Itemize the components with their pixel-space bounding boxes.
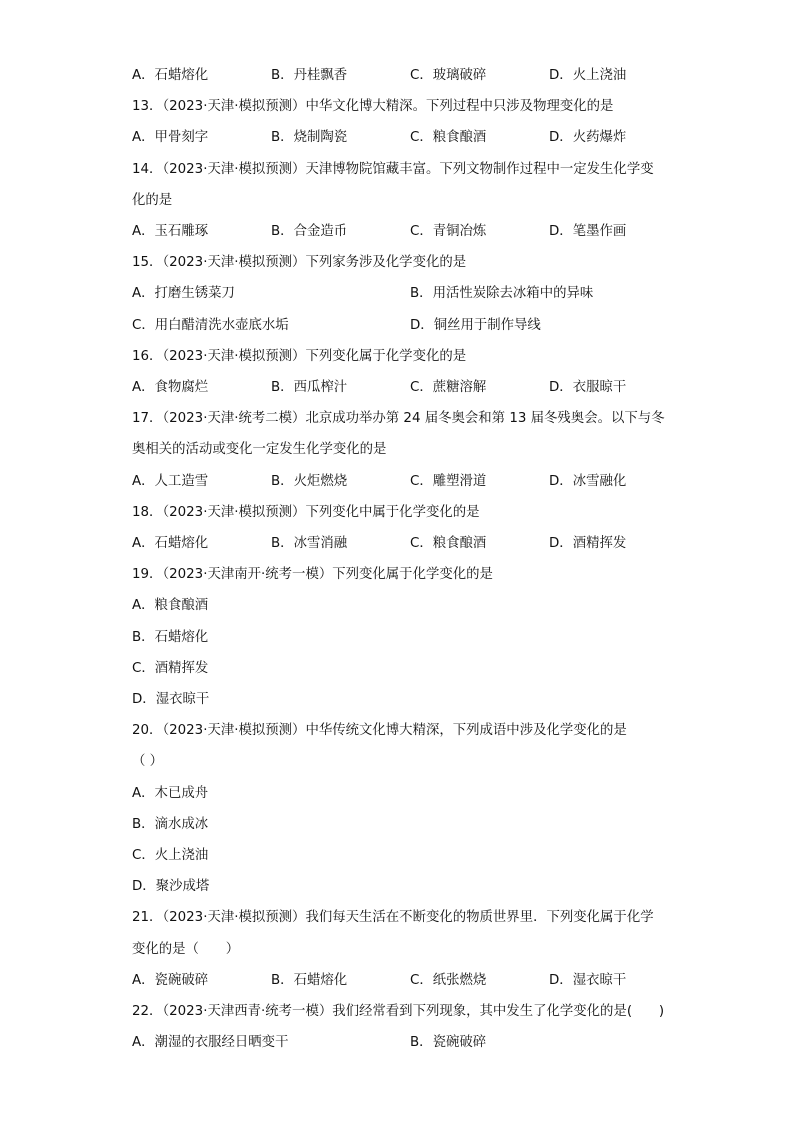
answer-option: D．酒精挥发 [549,536,627,551]
answer-option: D．冰雪融化 [549,473,627,489]
question-text-line: A．木已成舟 [132,785,209,801]
question-text-line: D．湿衣晾干 [132,692,210,707]
answer-option: B．西瓜榨汁 [271,380,348,395]
answer-option: A．瓷碗破碎 [132,972,209,988]
question-text-line: 22．（2023·天津西青·统考一模）我们经常看到下列现象，其中发生了化学变化的是( ) [132,1004,665,1019]
question-text-line: B．石蜡熔化 [132,629,209,645]
question-text-line: D．聚沙成塔 [132,879,210,895]
answer-option: A．人工造雪 [132,473,209,489]
answer-option: B．烧制陶瓷 [271,130,348,146]
question-text-line: 14．（2023·天津·模拟预测）天津博物院馆藏丰富。下列文物制作过程中一定发生化学变 [132,161,654,177]
question-text-line: 20．（2023·天津·模拟预测）中华传统文化博大精深，下列成语中涉及化学变化的是 [132,723,627,739]
answer-option: C．雕塑滑道 [410,473,487,489]
question-text-line: （ ） [132,754,164,770]
question-text-line: 18．（2023·天津·模拟预测）下列变化中属于化学变化的是 [132,504,480,520]
option-row [132,60,672,91]
question-text-line: A．粮食酿酒 [132,598,209,614]
option-row [132,466,672,497]
question-text-line: 16．（2023·天津·模拟预测）下列变化属于化学变化的是 [132,348,467,364]
option-row [132,310,672,341]
answer-option: C．粮食酿酒 [410,130,487,146]
answer-option: A．食物腐烂 [132,380,209,395]
question-text-line: 19．（2023·天津南开·统考一模）下列变化属于化学变化的是 [132,567,493,583]
answer-option: B．合金造币 [271,224,348,239]
answer-option: D．火药爆炸 [549,130,627,146]
answer-option: C．玻璃破碎 [410,68,487,83]
answer-option: D．衣服晾干 [549,380,627,395]
question-text-line: 变化的是（ ） [132,941,240,957]
answer-option: D．笔墨作画 [549,224,627,239]
answer-option: A．石蜡熔化 [132,536,209,551]
answer-option: C．粮食酿酒 [410,536,487,551]
answer-option: B．丹桂飘香 [271,68,348,83]
answer-option: B．石蜡熔化 [271,972,348,988]
answer-option: C．青铜冶炼 [410,224,487,239]
question-text-line: 21．（2023·天津·模拟预测）我们每天生活在不断变化的物质世界里．下列变化属于化学 [132,910,654,926]
option-row [132,278,672,309]
answer-option: B．瓷碗破碎 [410,1035,487,1051]
answer-option: A．打磨生锈菜刀 [132,286,235,302]
option-row [132,528,672,559]
answer-option: C．纸张燃烧 [410,972,487,988]
question-text-line: 15．（2023·天津·模拟预测）下列家务涉及化学变化的是 [132,255,467,271]
question-text-line: C．酒精挥发 [132,660,209,676]
answer-option: A．玉石雕琢 [132,224,209,239]
question-text-line: 奥相关的活动或变化一定发生化学变化的是 [132,442,387,458]
answer-option: B．冰雪消融 [271,536,348,551]
answer-option: C．蔗糖溶解 [410,380,487,395]
answer-option: A．石蜡熔化 [132,68,209,83]
option-row [132,122,672,153]
answer-option: B．火炬燃烧 [271,473,348,489]
option-row [132,1027,672,1058]
answer-option: D．铜丝用于制作导线 [410,317,541,333]
question-text-line: C．火上浇油 [132,848,209,863]
question-text-line: B．滴水成冰 [132,816,209,832]
option-row [132,372,672,403]
question-text-line: 化的是 [132,192,173,208]
answer-option: D．湿衣晾干 [549,972,627,988]
answer-option: B．用活性炭除去冰箱中的异味 [410,286,594,302]
answer-option: D．火上浇油 [549,68,627,83]
answer-option: A．甲骨刻字 [132,130,209,146]
answer-option: A．潮湿的衣服经日晒变干 [132,1035,289,1051]
option-row [132,216,672,247]
answer-option: C．用白醋清洗水壶底水垢 [132,317,289,333]
question-text-line: 17．（2023·天津·统考二模）北京成功举办第 24 届冬奥会和第 13 届冬残奥会。以下与冬 [132,411,665,427]
option-row [132,965,672,996]
question-text-line: 13．（2023·天津·模拟预测）中华文化博大精深。下列过程中只涉及物理变化的是 [132,99,614,115]
